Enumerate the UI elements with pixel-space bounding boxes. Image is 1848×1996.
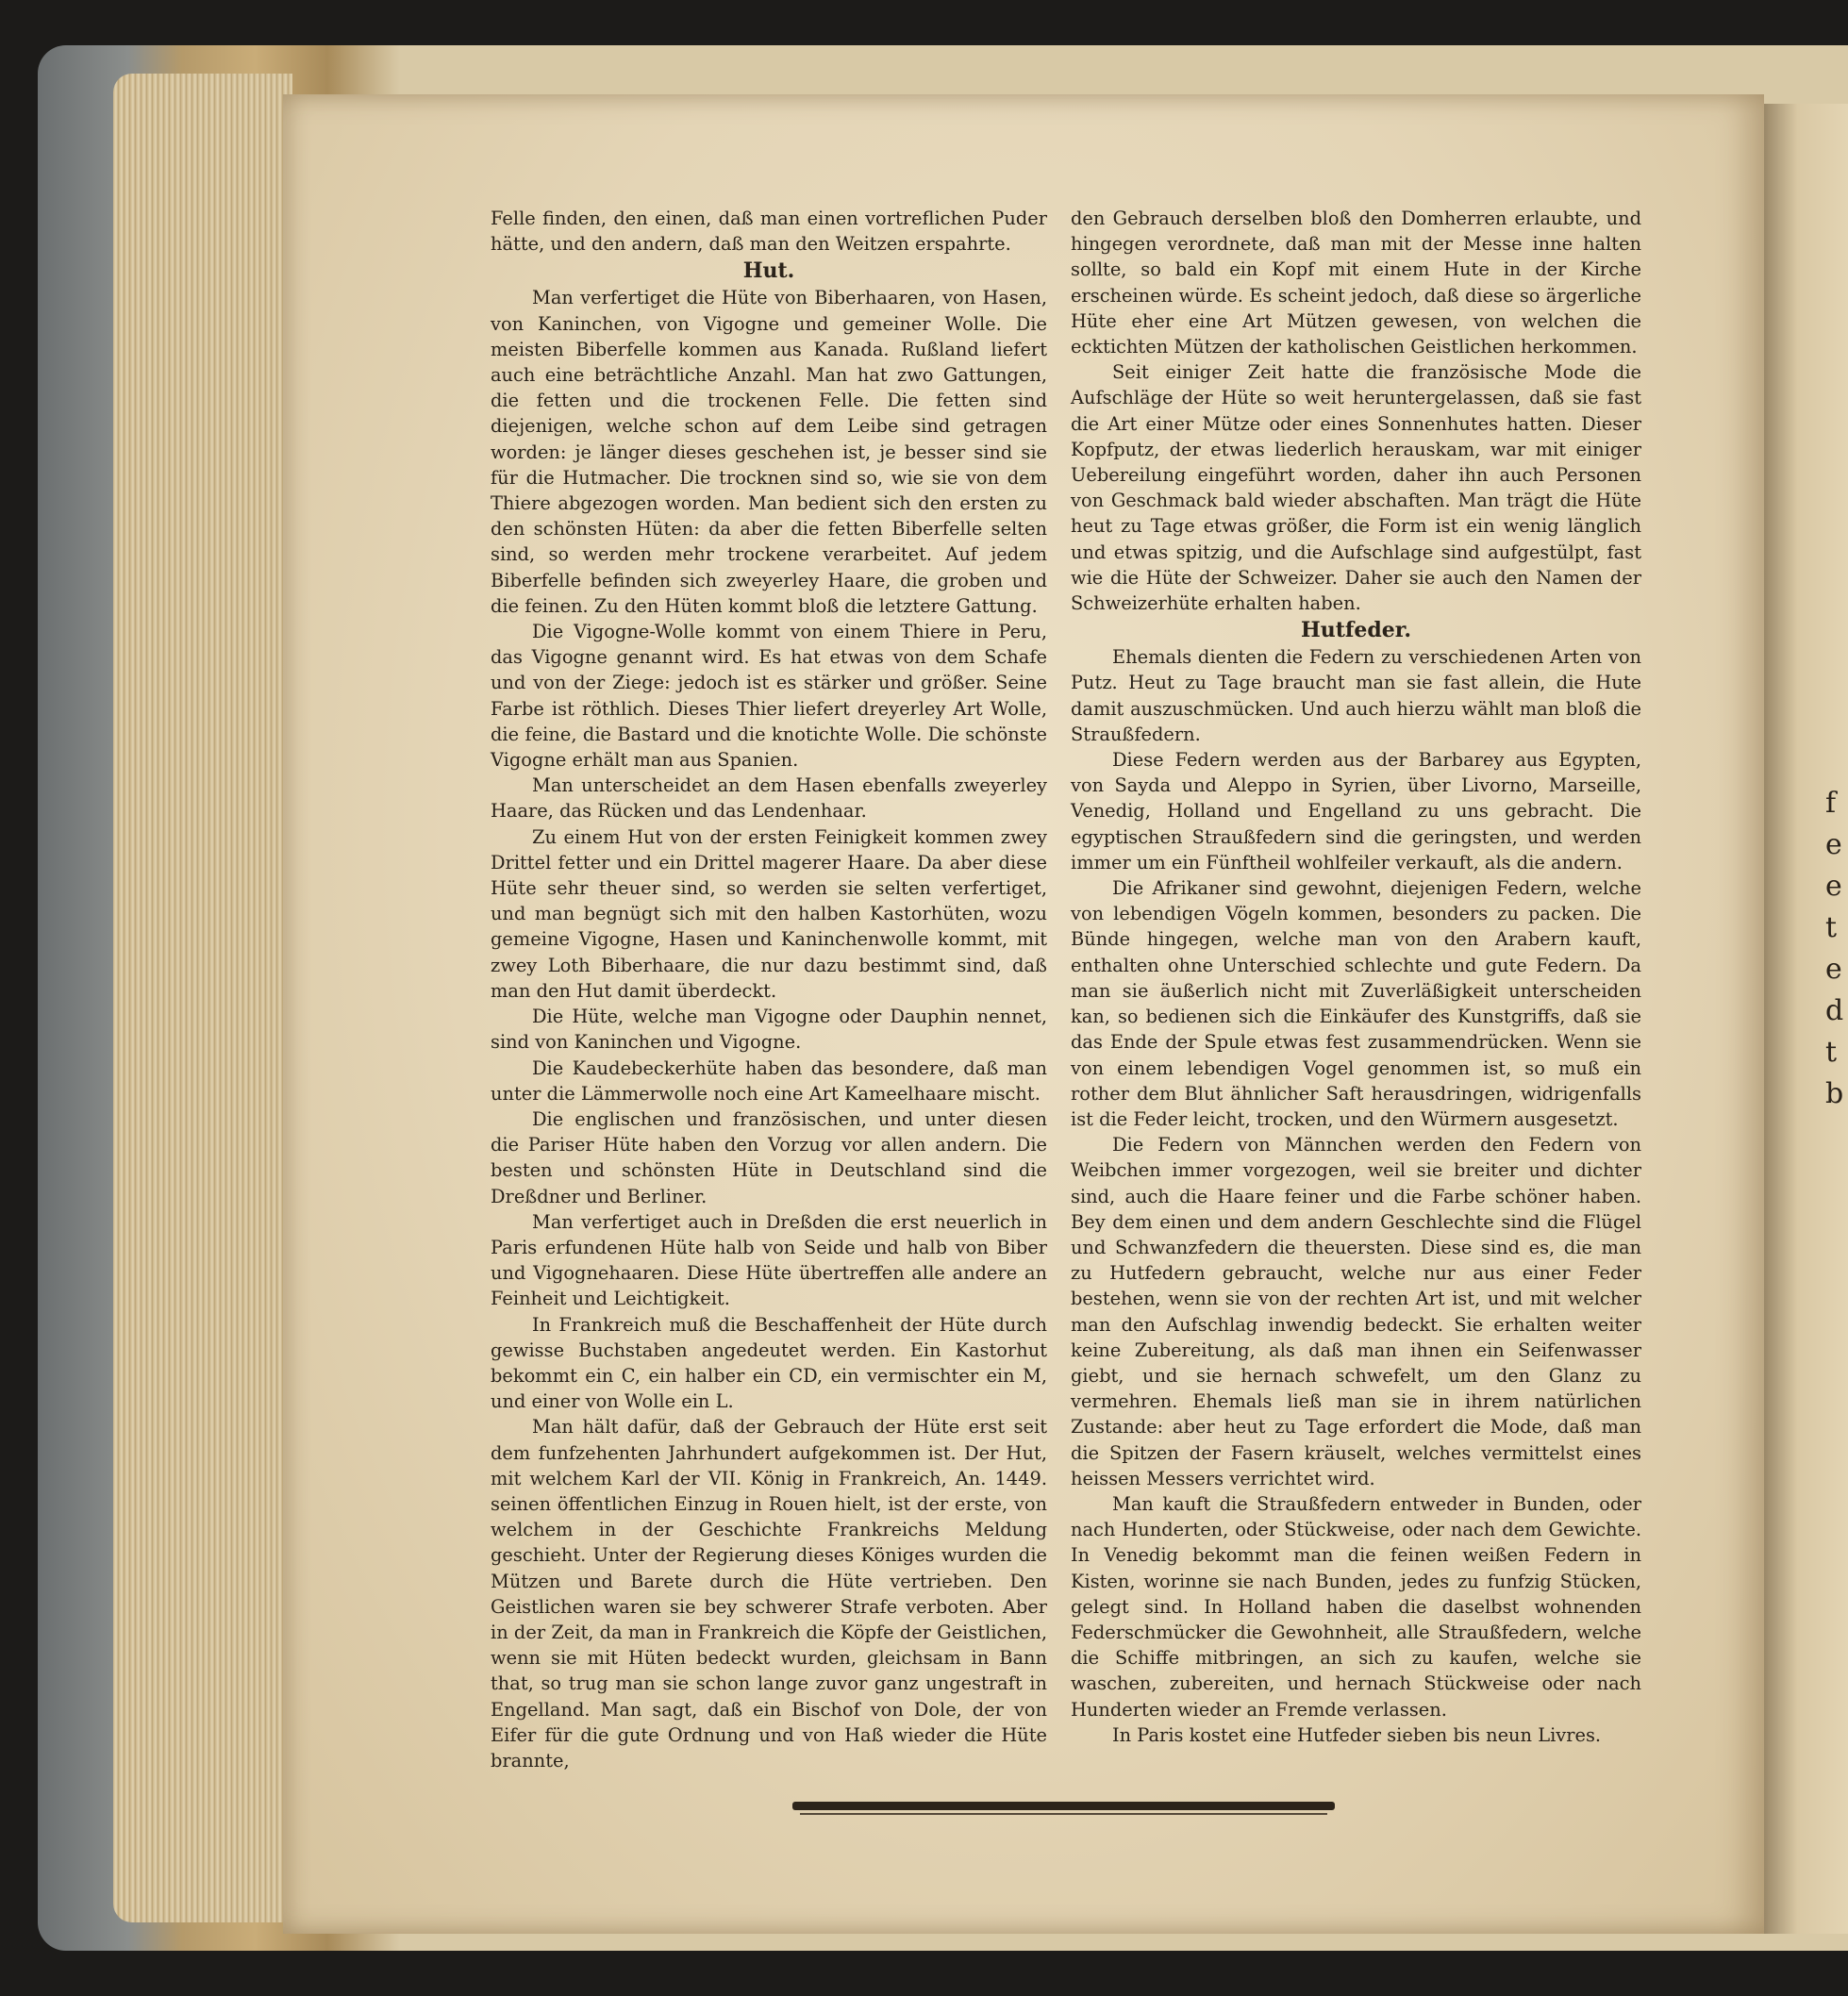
right-paragraph: Man kauft die Straußfedern entweder in Bunden, oder nach Hunderten, oder Stückweise, oder nach dem Gewichte. In Venedig bekommt man die feinen weißen Federn in Kisten, worinne sie nach Bunden, jedes zu funfzig Stücken, gelegt sind. In Holland haben die daselbst wohnenden Federschmücker die Gewohnheit, alle Straußfedern, welche die Schiffe mitbringen, an sich zu kaufen, welche sie waschen, zubereiten, und hernach Stückweise oder nach Hunderten wieder an Fremde verlassen.: [1071, 1492, 1641, 1721]
facing-page-letter: e: [1825, 870, 1842, 903]
left-paragraph: Die englischen und französischen, und unter diesen die Pariser Hüte haben den Vorzug vor allen andern. Die besten und schönsten Hüte in Deutschland sind die Dreßdner und Berliner.: [491, 1107, 1047, 1207]
facing-page-letter: t: [1825, 1036, 1838, 1069]
left-paragraph: Man unterscheidet an dem Hasen ebenfalls zweyerley Haare, das Rücken und das Lendenhaar.: [491, 774, 1047, 823]
left-paragraph: Zu einem Hut von der ersten Feinigkeit kommen zwey Drittel fetter und ein Drittel magerer Haare. Da aber diese Hüte sehr theuer sind, so werden sie selten verfertiget, und man begnügt sich mit den halben Kastorhüten, wozu gemeine Vigogne, Hasen und Kaninchenwolle kommt, mit zwey Loth Biberhaare, die nur dazu bestimmt sind, daß man den Hut damit überdeckt.: [491, 825, 1047, 1002]
left-paragraph: Die Vigogne-Wolle kommt von einem Thiere in Peru, das Vigogne genannt wird. Es hat etwas von dem Schafe und von der Ziege: jedoch ist es stärker und größer. Seine Farbe ist röthlich. Dieses Thier liefert dreyerley Art Wolle, die feine, die Bastard und die knotichte Wolle. Die schönste Vigogne erhält man aus Spanien.: [491, 621, 1047, 772]
facing-page-letter: d: [1825, 994, 1844, 1027]
section-heading-hutfeder: Hutfeder.: [1300, 618, 1411, 643]
right-intro-paragraph: den Gebrauch derselben bloß den Domherren erlaubte, und hingegen verordnete, daß man mit der Messe inne halten sollte, so bald ein Kopf mit einem Hute in der Kirche erscheinen würde. Es scheint jedoch, daß diese so ärgerliche Hüte eher eine Art Mützen gewesen, von welchen die ecktichten Mützen der katholischen Geistlichen herkommen.: [1071, 208, 1641, 358]
page-edges: [113, 74, 292, 1922]
closing-rule: [792, 1802, 1335, 1810]
right-paragraph: Diese Federn werden aus der Barbarey aus Egypten, von Sayda und Aleppo in Syrien, über Livorno, Marseille, Venedig, Holland und Engelland zu uns gebracht. Die egyptischen Straußfedern sind die geringsten, und werden immer um ein Fünftheil wohlfeiler verkauft, als die andern.: [1071, 749, 1641, 873]
facing-page-letter: f: [1825, 787, 1837, 820]
right-paragraph: Ehemals dienten die Federn zu verschiedenen Arten von Putz. Heut zu Tage braucht man sie fast allein, die Hute damit auszuschmücken. Und auch hierzu wählt man bloß die Straußfedern.: [1071, 646, 1641, 745]
right-paragraph: In Paris kostet eine Hutfeder sieben bis neun Livres.: [1112, 1723, 1602, 1746]
right-paragraph: Die Afrikaner sind gewohnt, diejenigen Federn, welche von lebendigen Vögeln kommen, besonders zu packen. Die Bünde hingegen, welche man von den Arabern kauft, enthalten ohne Unterschied schlechte und gute Federn. Da man sie äußerlich nicht mit Zuverläßigkeit unterscheiden kan, so bedienen sich die Einkäufer des Kunstgriffs, daß sie das Ende der Spule etwas fest zusammendrücken. Wenn sie von einem lebendigen Vogel genommen ist, so muß ein rother dem Blut ähnlicher Saft herausdringen, widrigenfalls ist die Feder leicht, trocken, und den Würmern ausgesetzt.: [1071, 877, 1641, 1130]
right-paragraph: Die Federn von Männchen werden den Federn von Weibchen immer vorgezogen, weil sie breiter und dichter sind, auch die Haare feiner und die Farbe schöner haben. Bey dem einen und dem andern Geschlechte sind die Flügel und Schwanzfedern die theuersten. Diese sind es, die man zu Hutfedern gebraucht, welche nur aus einer Feder bestehen, wenn sie von der rechten Art ist, und mit welcher man den Aufschlag inwendig bedeckt. Sie erhalten weiter keine Zubereitung, als daß man ihnen ein Seifenwasser giebt, und sie hernach schwefelt, um den Glanz zu vermehren. Ehemals ließ man sie in ihrem natürlichen Zustande: aber heut zu Tage erfordert die Mode, daß man die Spitzen der Fasern kräuselt, welches vermittelst eines heissen Messers verrichtet wird.: [1071, 1134, 1641, 1489]
left-paragraph: Man verfertiget die Hüte von Biberhaaren, von Hasen, von Kaninchen, von Vigogne und gemeiner Wolle. Die meisten Biberfelle kommen aus Kanada. Rußland liefert auch eine beträchtliche Anzahl. Man hat zwo Gattungen, die fetten und die trockenen Felle. Die fetten sind diejenigen, welche schon auf dem Leibe sind getragen worden: je länger dieses geschehen ist, je besser sind sie für die Hutmacher. Die trocknen sind so, wie sie von dem Thiere abgezogen worden. Man bedient sich den ersten zu den schönsten Hüten: da aber die fetten Biberfelle selten sind, so werden mehr trockene verarbeitet. Auf jedem Biberfelle befinden sich zweyerley Haare, die groben und die feinen. Zu den Hüten kommt bloß die letztere Gattung.: [491, 287, 1047, 617]
left-paragraph: Die Hüte, welche man Vigogne oder Dauphin nennet, sind von Kaninchen und Vigogne.: [491, 1006, 1047, 1054]
right-paragraph: Seit einiger Zeit hatte die französische Mode die Aufschläge der Hüte so weit heruntergelassen, daß sie fast die Art einer Mütze oder eines Sonnenhutes hatten. Dieser Kopfputz, der etwas liederlich herauskam, war mit einiger Uebereilung eingeführt worden, daher ihn auch Personen von Geschmack bald wieder abschaften. Man trägt die Hüte heut zu Tage etwas größer, die Form ist ein wenig länglich und etwas spitzig, und die Aufschlage sind aufgestülpt, fast wie die Hüte der Schweizer. Daher sie auch den Namen der Schweizerhüte erhalten haben.: [1071, 361, 1641, 615]
facing-page-text: [1825, 783, 1848, 1115]
left-paragraph: Man hält dafür, daß der Gebrauch der Hüte erst seit dem funfzehenten Jahrhundert aufgekommen ist. Der Hut, mit welchem Karl der VII. König in Frankreich, An. 1449. seinen öffentlichen Einzug in Rouen hielt, ist der erste, von welchem in der Geschichte Frankreichs Meldung geschieht. Unter der Regierung dieses Königes wurden die Mützen und Barete durch die Hüte vertrieben. Den Geistlichen waren sie bey schwerer Strafe verboten. Aber in der Zeit, da man in Frankreich die Köpfe der Geistlichen, wenn sie mit Hüten bedeckt wurden, gleichsam in Bann that, so trug man sie schon lange zuvor ganz ungestraft in Engelland. Man sagt, daß ein Bischof von Dole, der von Eifer für die gute Ordnung und von Haß wieder die Hüte brannte,: [491, 1416, 1047, 1771]
left-paragraph: In Frankreich muß die Beschaffenheit der Hüte durch gewisse Buchstaben angedeutet werden. Ein Kastorhut bekommt ein C, ein halber ein CD, ein vermischter ein M, und einer von Wolle ein L.: [491, 1313, 1047, 1413]
facing-page-letter: e: [1825, 953, 1842, 986]
facing-page-letter: e: [1825, 828, 1842, 861]
left-column: [491, 206, 1047, 1773]
facing-page-letter: t: [1825, 911, 1838, 944]
section-heading-hut: Hut.: [742, 258, 795, 284]
left-intro-paragraph: Felle finden, den einen, daß man einen vortreflichen Puder hätte, und den andern, daß man den Weitzen erspahrte.: [491, 208, 1047, 256]
facing-page-letter: b: [1825, 1077, 1844, 1110]
left-paragraph: Man verfertiget auch in Dreßden die erst neuerlich in Paris erfundenen Hüte halb von Seide und halb von Biber und Vigognehaaren. Diese Hüte übertreffen alle andere an Feinheit und Leichtigkeit.: [491, 1210, 1047, 1310]
right-column: [1071, 206, 1641, 1748]
left-paragraph: Die Kaudebeckerhüte haben das besondere, daß man unter die Lämmerwolle noch eine Art Kameelhaare mischt.: [491, 1056, 1047, 1105]
